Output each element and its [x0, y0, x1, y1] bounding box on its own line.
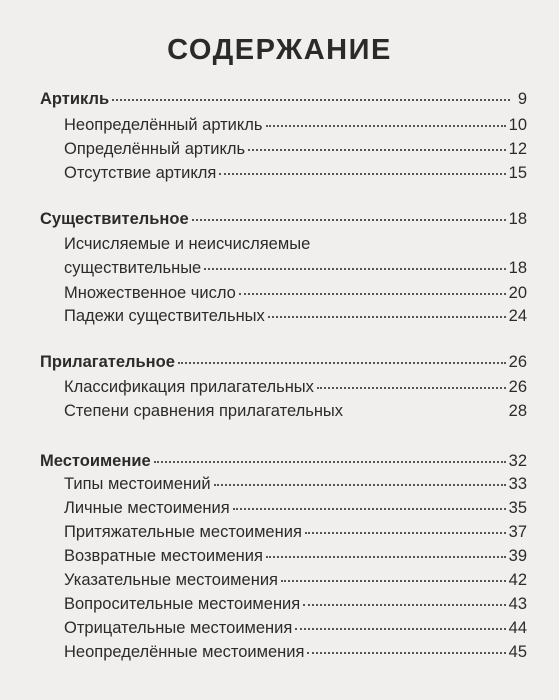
toc-section-article[interactable] [40, 89, 527, 109]
toc-item[interactable] [64, 594, 527, 614]
toc-page-number: 35 [508, 499, 527, 517]
dot-leader [305, 532, 506, 534]
toc-item-label: Классификация прилагательных [64, 378, 314, 396]
toc-item-label: Притяжательные местоимения [64, 523, 302, 541]
toc-page-number: 42 [508, 571, 527, 589]
toc-item[interactable] [64, 115, 527, 135]
toc-item-label: Множественное число [64, 284, 236, 302]
toc-page-number: 32 [508, 452, 527, 470]
toc-item-label: Вопросительные местоимения [64, 595, 301, 613]
toc-item-label: Указательные местоимения [64, 571, 278, 589]
toc-item[interactable] [64, 163, 527, 183]
toc-item[interactable] [64, 618, 527, 638]
toc-item-label: Возвратные местоимения [64, 547, 263, 565]
toc-page-number: 10 [508, 116, 527, 134]
dot-leader [248, 149, 506, 151]
toc-section-title: Местоимение [40, 452, 151, 470]
toc-item[interactable] [64, 474, 527, 494]
toc-page-number: 33 [508, 475, 527, 493]
dot-leader [239, 293, 506, 295]
toc-section-pronoun[interactable] [40, 451, 527, 471]
toc-item[interactable] [64, 498, 527, 518]
toc-item-label: Отрицательные местоимения [64, 619, 293, 637]
toc-section-title: Прилагательное [40, 353, 175, 371]
dot-leader [204, 268, 505, 270]
dot-leader [178, 362, 506, 364]
dot-leader [281, 580, 506, 582]
toc-page-number: 12 [508, 140, 527, 158]
toc-item[interactable] [64, 283, 527, 303]
toc-page-number: 18 [508, 210, 527, 228]
dot-leader [192, 219, 506, 221]
toc-item-label: существительные [64, 259, 202, 277]
toc-item[interactable] [64, 522, 527, 542]
dot-leader [219, 173, 505, 175]
toc-item-label: Личные местоимения [64, 499, 230, 517]
toc-section-noun[interactable] [40, 209, 527, 229]
toc-item[interactable] [64, 377, 527, 397]
toc-page-number: 9 [517, 90, 527, 108]
page-title: СОДЕРЖАНИЕ [167, 34, 392, 66]
toc-page-number: 18 [508, 259, 527, 277]
toc-item-label: Падежи существительных [64, 307, 265, 325]
toc-page-number: 45 [508, 643, 527, 661]
toc-item[interactable] [64, 401, 527, 421]
toc-item[interactable] [64, 570, 527, 590]
toc-page-number: 39 [508, 547, 527, 565]
dot-leader [266, 556, 506, 558]
toc-item[interactable] [64, 306, 527, 326]
toc-section-adjective[interactable] [40, 352, 527, 372]
toc-item[interactable] [64, 642, 527, 662]
dot-leader [268, 316, 506, 318]
dot-leader [307, 652, 505, 654]
dot-leader [233, 508, 506, 510]
toc-item[interactable] [64, 546, 527, 566]
dot-leader [317, 387, 506, 389]
toc-page-number: 43 [508, 595, 527, 613]
toc-item-label: Типы местоимений [64, 475, 211, 493]
toc-section-title: Артикль [40, 90, 110, 108]
toc-item[interactable] [64, 258, 527, 278]
toc-page-number: 20 [508, 284, 527, 302]
dot-leader [295, 628, 505, 630]
toc-item-label: Отсутствие артикля [64, 164, 217, 182]
dot-leader [266, 125, 506, 127]
toc-page-number: 28 [508, 402, 527, 420]
toc-item-label: Неопределённый артикль [64, 116, 263, 134]
dot-leader [112, 99, 510, 101]
dot-leader [214, 484, 506, 486]
toc-item-label: Степени сравнения прилагательных [64, 402, 344, 420]
toc-page-number: 44 [508, 619, 527, 637]
toc-page-number: 15 [508, 164, 527, 182]
toc-page-number: 37 [508, 523, 527, 541]
toc-page-number: 24 [508, 307, 527, 325]
toc-page-number: 26 [508, 353, 527, 371]
dot-leader [154, 461, 506, 463]
toc-item[interactable] [64, 139, 527, 159]
toc-item-label: Определённый артикль [64, 140, 246, 158]
toc-page-number: 26 [508, 378, 527, 396]
toc-section-title: Существительное [40, 210, 189, 228]
toc-item-label-line1[interactable]: Исчисляемые и неисчисляемые [64, 235, 311, 253]
dot-leader [303, 604, 505, 606]
toc-item-label: Неопределённые местоимения [64, 643, 305, 661]
